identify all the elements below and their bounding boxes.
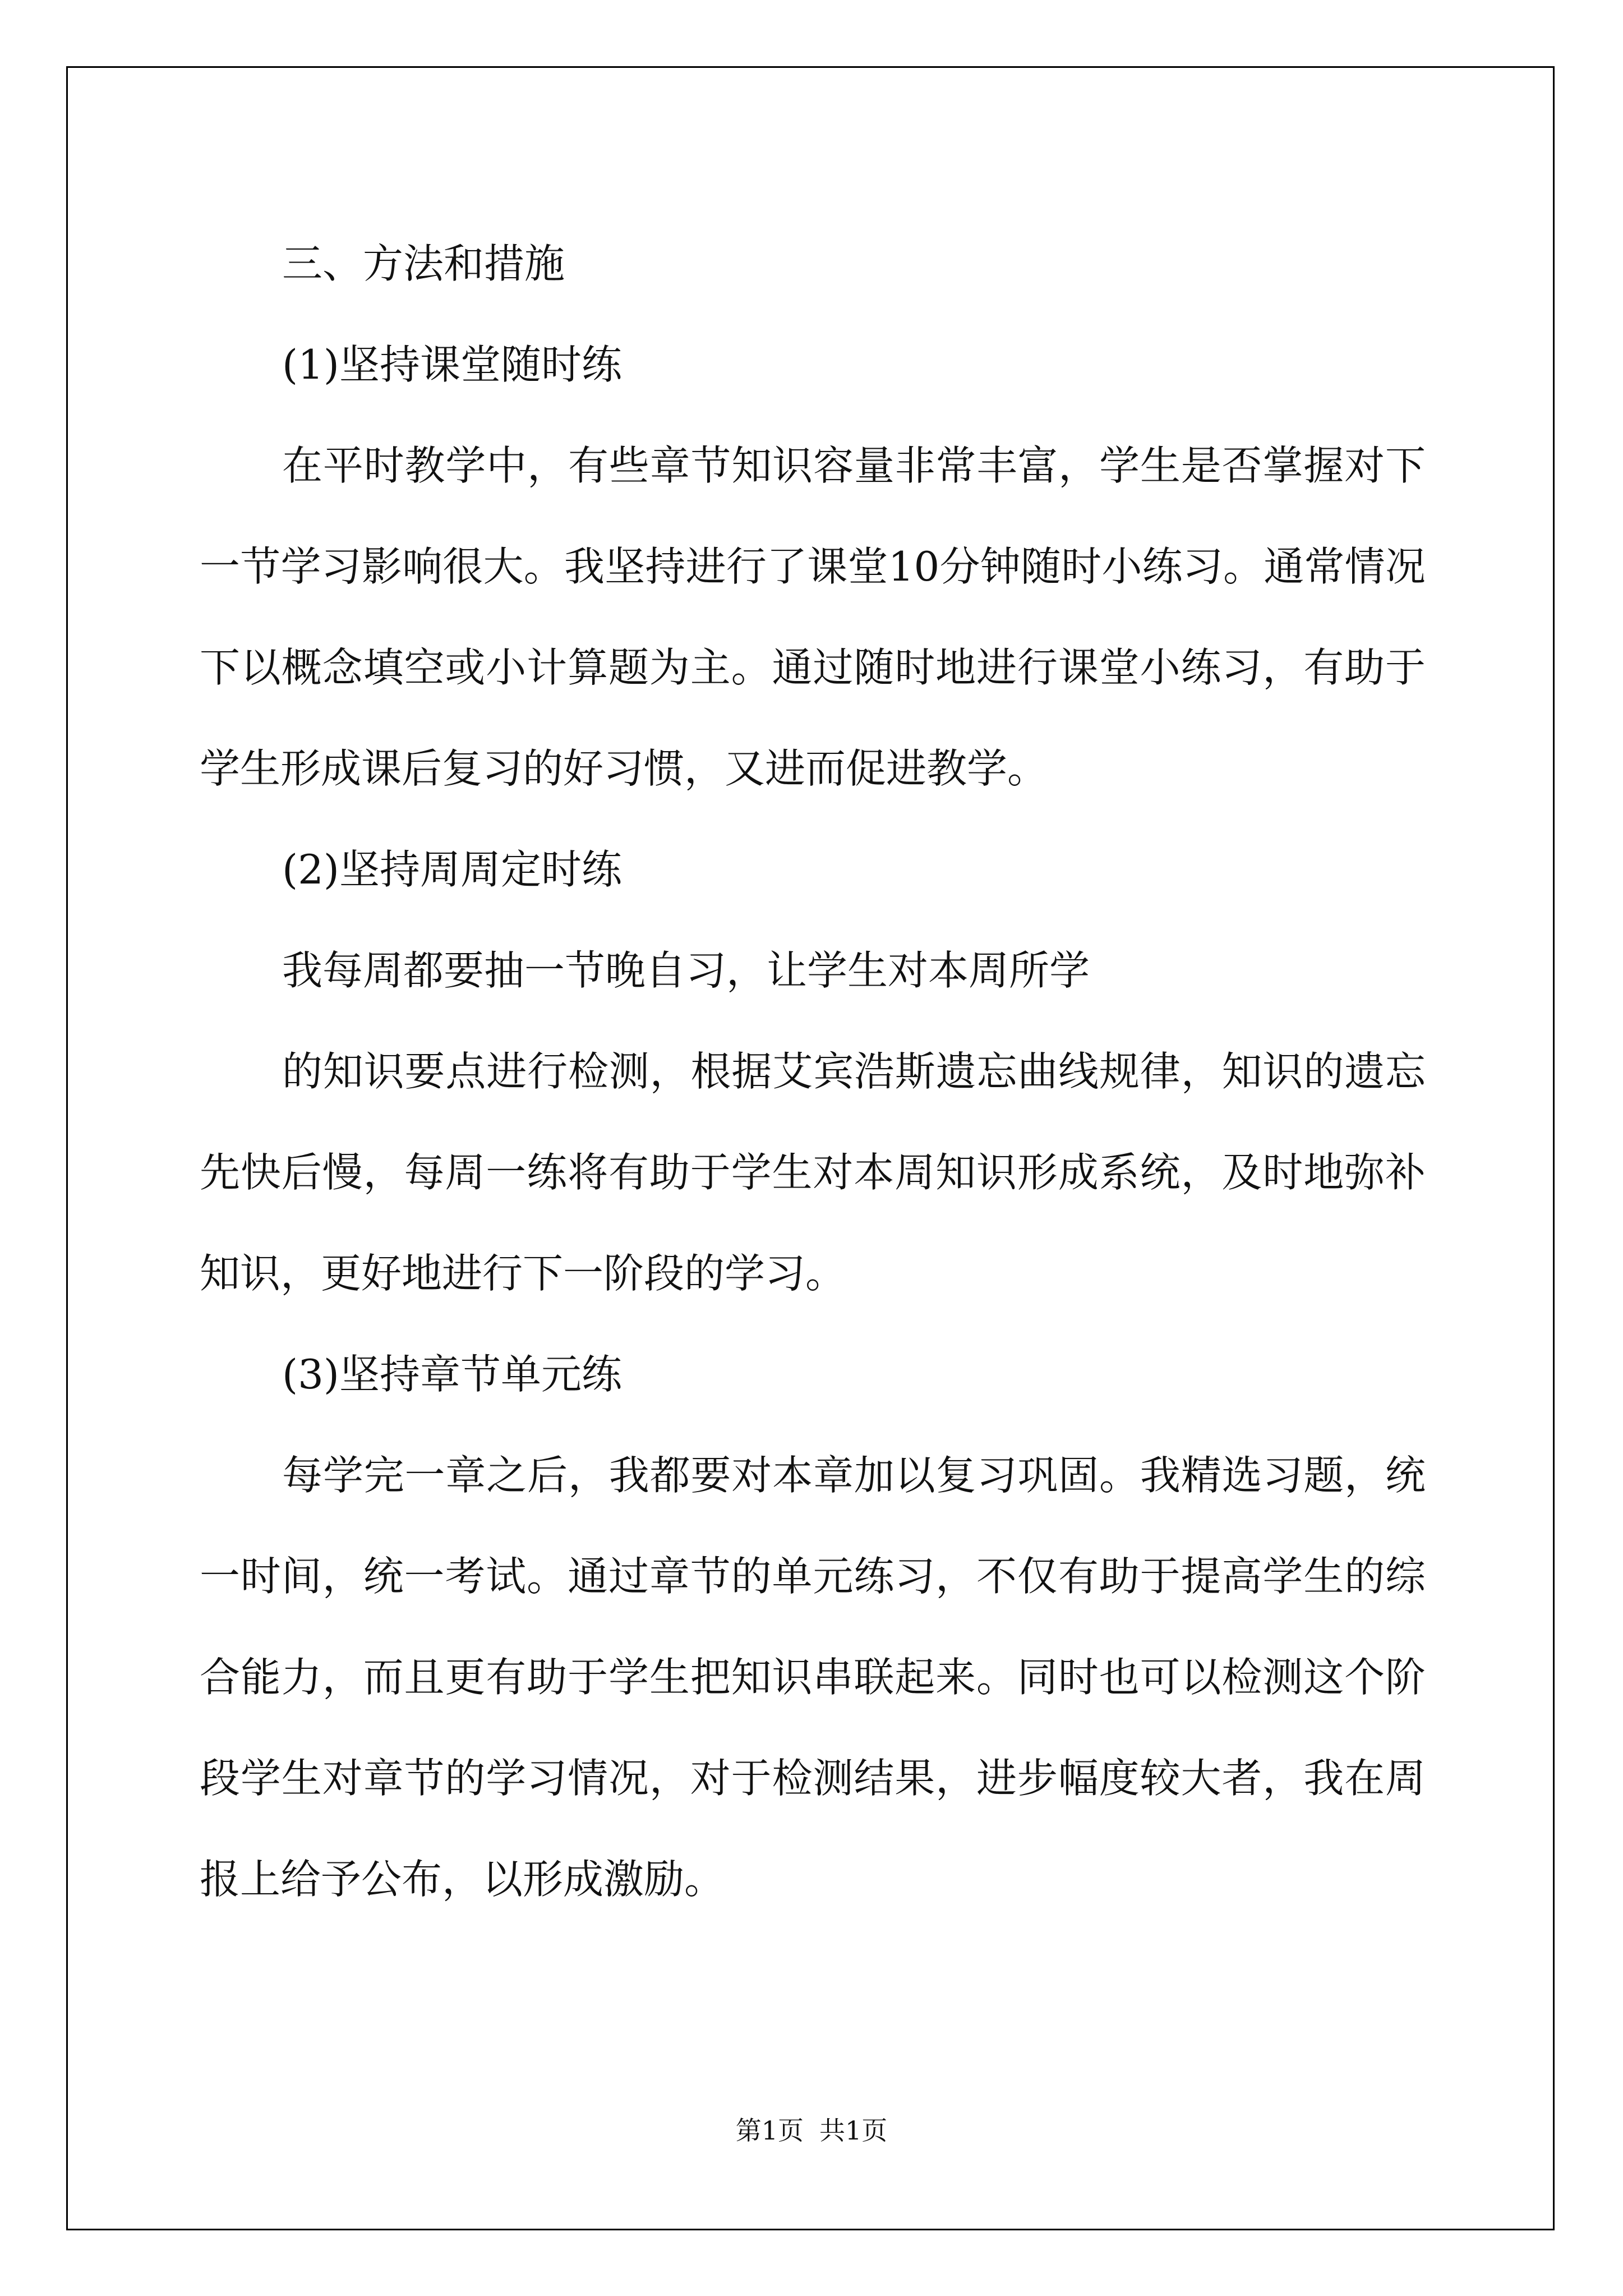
page-number: 第1页	[735, 2115, 804, 2146]
paragraph-line: 一节学习影响很大。我坚持进行了课堂10分钟随时小练习。通常情况	[200, 543, 1426, 590]
paragraph-line: 段学生对章节的学习情况，对于检测结果，进步幅度较大者，我在周	[200, 1755, 1426, 1802]
subheading-2: (2)坚持周周定时练	[282, 846, 622, 893]
paragraph-line: 我每周都要抽一节晚自习，让学生对本周所学	[282, 947, 1090, 994]
section-heading: 三、方法和措施	[282, 240, 565, 287]
paragraph-line: 合能力，而且更有助于学生把知识串联起来。同时也可以检测这个阶	[200, 1654, 1426, 1701]
paragraph-line: 下以概念填空或小计算题为主。通过随时地进行课堂小练习，有助于	[200, 644, 1426, 691]
paragraph-line: 每学完一章之后，我都要对本章加以复习巩固。我精选习题，统	[282, 1452, 1426, 1499]
paragraph-line: 报上给予公布，以形成激励。	[200, 1856, 725, 1903]
page-total: 共1页	[819, 2115, 888, 2146]
page-footer	[0, 2114, 1623, 2147]
document-body	[200, 213, 1426, 1930]
paragraph-line: 的知识要点进行检测，根据艾宾浩斯遗忘曲线规律，知识的遗忘	[282, 1048, 1426, 1095]
subheading-1: (1)坚持课堂随时练	[282, 341, 622, 388]
paragraph-line: 先快后慢，每周一练将有助于学生对本周知识形成系统，及时地弥补	[200, 1149, 1426, 1196]
paragraph-line: 在平时教学中，有些章节知识容量非常丰富，学生是否掌握对下	[282, 442, 1426, 489]
paragraph-line: 一时间，统一考试。通过章节的单元练习，不仅有助于提高学生的综	[200, 1553, 1426, 1600]
paragraph-line: 知识，更好地进行下一阶段的学习。	[200, 1250, 846, 1297]
paragraph-line: 学生形成课后复习的好习惯，又进而促进教学。	[200, 745, 1048, 792]
subheading-3: (3)坚持章节单元练	[282, 1351, 622, 1398]
